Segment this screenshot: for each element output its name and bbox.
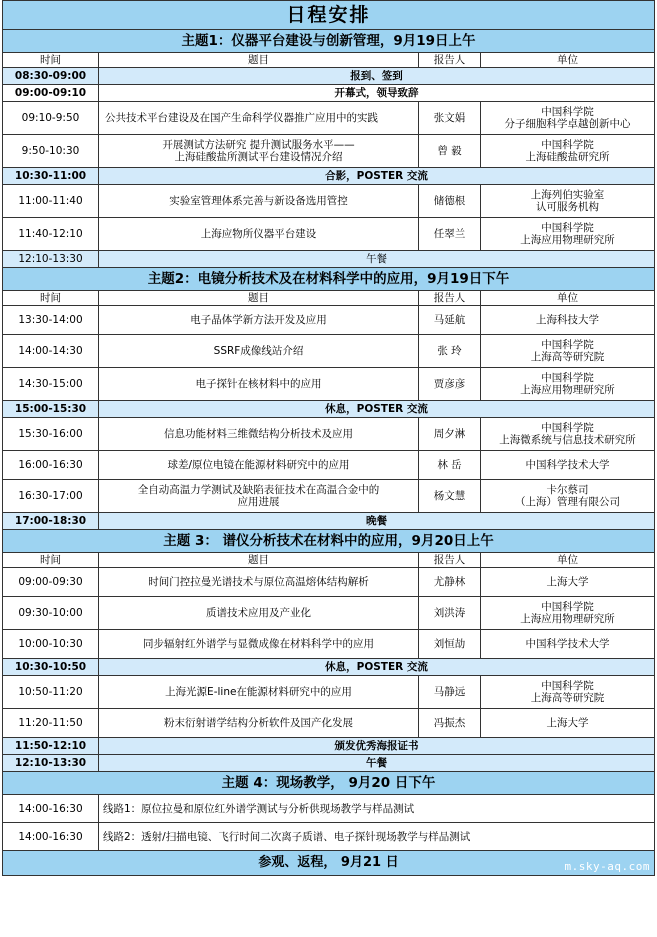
talk-unit: 中国科学技术大学 — [481, 451, 655, 480]
header-time: 时间 — [3, 291, 99, 306]
header-speaker: 报告人 — [419, 291, 481, 306]
talk-time: 11:20-11:50 — [3, 709, 99, 738]
talk-speaker: 刘洪涛 — [419, 597, 481, 630]
talk-unit: 中国科学院 上海应用物理研究所 — [481, 368, 655, 401]
talk-topic: 时间门控拉曼光谱技术与原位高温熔体结构解析 — [99, 568, 419, 597]
header-speaker: 报告人 — [419, 53, 481, 68]
break-label: 报到、签到 — [99, 68, 655, 85]
talk-time: 16:00-16:30 — [3, 451, 99, 480]
talk-speaker: 任翠兰 — [419, 218, 481, 251]
break-row — [3, 738, 655, 755]
talk-row — [3, 480, 655, 513]
talk-unit: 中国科学院 上海微系统与信息技术研究所 — [481, 418, 655, 451]
talk-row — [3, 709, 655, 738]
schedule-table — [2, 0, 655, 876]
talk-speaker: 张文娟 — [419, 102, 481, 135]
break-label: 开幕式，领导致辞 — [99, 85, 655, 102]
column-header-row — [3, 291, 655, 306]
route-row — [3, 795, 655, 823]
session-theme-row — [3, 530, 655, 553]
talk-unit: 中国科学院 分子细胞科学卓越创新中心 — [481, 102, 655, 135]
break-time: 12:10-13:30 — [3, 755, 99, 772]
talk-row — [3, 218, 655, 251]
talk-speaker: 周夕淋 — [419, 418, 481, 451]
talk-speaker: 刘恒劼 — [419, 630, 481, 659]
break-label: 颁发优秀海报证书 — [99, 738, 655, 755]
route-time: 14:00-16:30 — [3, 795, 99, 823]
route-label: 线路2：透射/扫描电镜、飞行时间二次离子质谱、电子探针现场教学与样品测试 — [99, 823, 655, 851]
session-theme-row — [3, 268, 655, 291]
talk-speaker: 林 岳 — [419, 451, 481, 480]
header-topic: 题目 — [99, 53, 419, 68]
break-row — [3, 251, 655, 268]
talk-unit: 上海科技大学 — [481, 306, 655, 335]
talk-topic: SSRF成像线站介绍 — [99, 335, 419, 368]
talk-unit: 上海大学 — [481, 709, 655, 738]
talk-time: 11:40-12:10 — [3, 218, 99, 251]
talk-topic: 上海光源E-line在能源材料研究中的应用 — [99, 676, 419, 709]
header-topic: 题目 — [99, 553, 419, 568]
talk-topic: 质谱技术应用及产业化 — [99, 597, 419, 630]
break-row — [3, 85, 655, 102]
talk-time: 09:10-9:50 — [3, 102, 99, 135]
talk-unit: 中国科学院 上海高等研究院 — [481, 335, 655, 368]
route-time: 14:00-16:30 — [3, 823, 99, 851]
break-label: 午餐 — [99, 755, 655, 772]
header-time: 时间 — [3, 553, 99, 568]
talk-unit: 中国科学院 上海应用物理研究所 — [481, 218, 655, 251]
watermark: m.sky-aq.com — [564, 860, 651, 873]
talk-speaker: 尤静林 — [419, 568, 481, 597]
header-topic: 题目 — [99, 291, 419, 306]
talk-time: 11:00-11:40 — [3, 185, 99, 218]
talk-unit: 上海列伯实验室 认可服务机构 — [481, 185, 655, 218]
break-row — [3, 755, 655, 772]
column-header-row — [3, 53, 655, 68]
talk-row — [3, 102, 655, 135]
talk-row — [3, 335, 655, 368]
title-row — [3, 1, 655, 30]
talk-speaker: 贾彦彦 — [419, 368, 481, 401]
talk-speaker: 杨文慧 — [419, 480, 481, 513]
session-theme: 主题 4：现场教学， 9月20 日下午 — [3, 772, 655, 795]
talk-row — [3, 676, 655, 709]
talk-row — [3, 135, 655, 168]
talk-topic: 同步辐射红外谱学与显微成像在材料科学中的应用 — [99, 630, 419, 659]
talk-topic: 球差/原位电镜在能源材料研究中的应用 — [99, 451, 419, 480]
talk-speaker: 储德根 — [419, 185, 481, 218]
talk-topic: 信息功能材料三维微结构分析技术及应用 — [99, 418, 419, 451]
talk-unit: 卡尔蔡司 （上海）管理有限公司 — [481, 480, 655, 513]
talk-topic: 电子探针在核材料中的应用 — [99, 368, 419, 401]
talk-row — [3, 597, 655, 630]
break-time: 15:00-15:30 — [3, 401, 99, 418]
talk-unit: 上海大学 — [481, 568, 655, 597]
footer-text: 参观、返程， 9月21 日 — [258, 855, 399, 870]
header-unit: 单位 — [481, 53, 655, 68]
header-time: 时间 — [3, 53, 99, 68]
break-label: 休息，POSTER 交流 — [99, 401, 655, 418]
talk-topic: 电子晶体学新方法开发及应用 — [99, 306, 419, 335]
talk-time: 09:00-09:30 — [3, 568, 99, 597]
talk-speaker: 马静远 — [419, 676, 481, 709]
footer-cell — [3, 851, 655, 876]
header-unit: 单位 — [481, 553, 655, 568]
talk-time: 15:30-16:00 — [3, 418, 99, 451]
break-time: 11:50-12:10 — [3, 738, 99, 755]
talk-row — [3, 306, 655, 335]
talk-row — [3, 568, 655, 597]
talk-time: 14:30-15:00 — [3, 368, 99, 401]
break-label: 休息，POSTER 交流 — [99, 659, 655, 676]
talk-unit: 中国科学技术大学 — [481, 630, 655, 659]
talk-time: 09:30-10:00 — [3, 597, 99, 630]
talk-topic: 粉末衍射谱学结构分析软件及国产化发展 — [99, 709, 419, 738]
break-row — [3, 68, 655, 85]
talk-speaker: 冯振杰 — [419, 709, 481, 738]
header-unit: 单位 — [481, 291, 655, 306]
session-theme: 主题 3： 谱仪分析技术在材料中的应用，9月20日上午 — [3, 530, 655, 553]
talk-row — [3, 418, 655, 451]
talk-time: 13:30-14:00 — [3, 306, 99, 335]
header-speaker: 报告人 — [419, 553, 481, 568]
page-title: 日程安排 — [3, 1, 655, 30]
talk-speaker: 马延航 — [419, 306, 481, 335]
break-time: 12:10-13:30 — [3, 251, 99, 268]
session-theme: 主题1：仪器平台建设与创新管理，9月19日上午 — [3, 30, 655, 53]
talk-speaker: 张 玲 — [419, 335, 481, 368]
break-label: 晚餐 — [99, 513, 655, 530]
talk-time: 9:50-10:30 — [3, 135, 99, 168]
break-row — [3, 659, 655, 676]
break-time: 10:30-10:50 — [3, 659, 99, 676]
talk-time: 14:00-14:30 — [3, 335, 99, 368]
talk-time: 16:30-17:00 — [3, 480, 99, 513]
talk-row — [3, 630, 655, 659]
session-theme: 主题2：电镜分析技术及在材料科学中的应用，9月19日下午 — [3, 268, 655, 291]
talk-row — [3, 185, 655, 218]
talk-topic: 全自动高温力学测试及缺陷表征技术在高温合金中的 应用进展 — [99, 480, 419, 513]
talk-topic: 开展测试方法研究 提升测试服务水平—— 上海硅酸盐所测试平台建设情况介绍 — [99, 135, 419, 168]
break-time: 10:30-11:00 — [3, 168, 99, 185]
talk-time: 10:00-10:30 — [3, 630, 99, 659]
talk-topic: 上海应物所仪器平台建设 — [99, 218, 419, 251]
talk-unit: 中国科学院 上海应用物理研究所 — [481, 597, 655, 630]
footer-row — [3, 851, 655, 876]
talk-topic: 公共技术平台建设及在国产生命科学仪器推广应用中的实践 — [99, 102, 419, 135]
break-label: 午餐 — [99, 251, 655, 268]
break-time: 08:30-09:00 — [3, 68, 99, 85]
talk-unit: 中国科学院 上海高等研究院 — [481, 676, 655, 709]
break-row — [3, 513, 655, 530]
break-row — [3, 401, 655, 418]
break-row — [3, 168, 655, 185]
session-theme-row — [3, 772, 655, 795]
column-header-row — [3, 553, 655, 568]
talk-speaker: 曾 毅 — [419, 135, 481, 168]
talk-row — [3, 451, 655, 480]
talk-topic: 实验室管理体系完善与新设备选用管控 — [99, 185, 419, 218]
break-time: 17:00-18:30 — [3, 513, 99, 530]
route-label: 线路1：原位拉曼和原位红外谱学测试与分析供现场教学与样品测试 — [99, 795, 655, 823]
session-theme-row — [3, 30, 655, 53]
talk-time: 10:50-11:20 — [3, 676, 99, 709]
break-time: 09:00-09:10 — [3, 85, 99, 102]
route-row — [3, 823, 655, 851]
talk-row — [3, 368, 655, 401]
talk-unit: 中国科学院 上海硅酸盐研究所 — [481, 135, 655, 168]
break-label: 合影，POSTER 交流 — [99, 168, 655, 185]
